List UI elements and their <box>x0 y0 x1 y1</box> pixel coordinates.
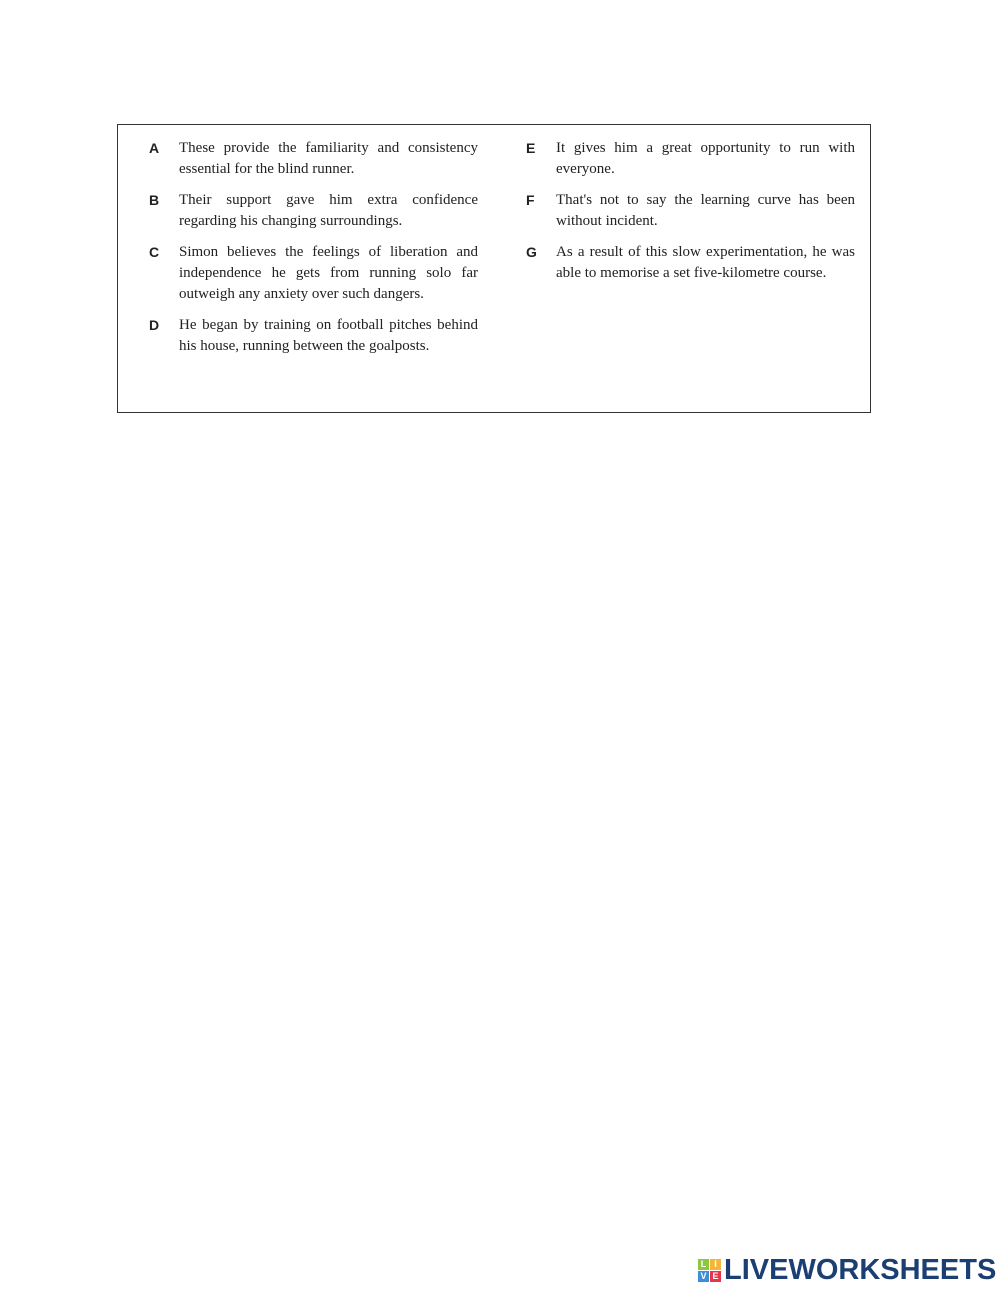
option-letter: E <box>526 140 536 156</box>
logo-tiles-icon <box>698 1259 721 1282</box>
logo-text: LIVEWORKSHEETS <box>724 1254 997 1286</box>
option-letter: G <box>526 244 537 260</box>
options-column-left <box>149 138 479 367</box>
option-text: As a result of this slow experimentation, he was able to memorise a set five-kilometre course. <box>556 244 855 281</box>
option-text: Simon believes the feelings of liberation and independence he gets from running solo far outweigh any anxiety over such dangers. <box>179 244 478 302</box>
option-g <box>526 242 856 284</box>
options-column-right <box>526 138 856 294</box>
options-box <box>117 124 871 413</box>
logo-tile: I <box>710 1259 721 1270</box>
option-b <box>149 190 479 232</box>
option-text: It gives him a great opportunity to run with everyone. <box>556 140 855 177</box>
option-text: These provide the familiarity and consistency essential for the blind runner. <box>179 140 478 177</box>
option-letter: D <box>149 317 160 333</box>
option-text: Their support gave him extra confidence regarding his changing surroundings. <box>179 192 478 229</box>
option-letter: F <box>526 192 535 208</box>
logo-tile: E <box>710 1271 721 1282</box>
option-letter: C <box>149 244 160 260</box>
liveworksheets-logo <box>698 1254 996 1287</box>
option-letter: B <box>149 192 160 208</box>
option-d <box>149 315 479 357</box>
option-a <box>149 138 479 180</box>
option-c <box>149 242 479 305</box>
option-e <box>526 138 856 180</box>
option-text: That's not to say the learning curve has been without incident. <box>556 192 855 229</box>
option-f <box>526 190 856 232</box>
logo-tile: V <box>698 1271 709 1282</box>
option-text: He began by training on football pitches behind his house, running between the goalposts. <box>179 317 478 354</box>
option-letter: A <box>149 140 160 156</box>
logo-tile: L <box>698 1259 709 1270</box>
